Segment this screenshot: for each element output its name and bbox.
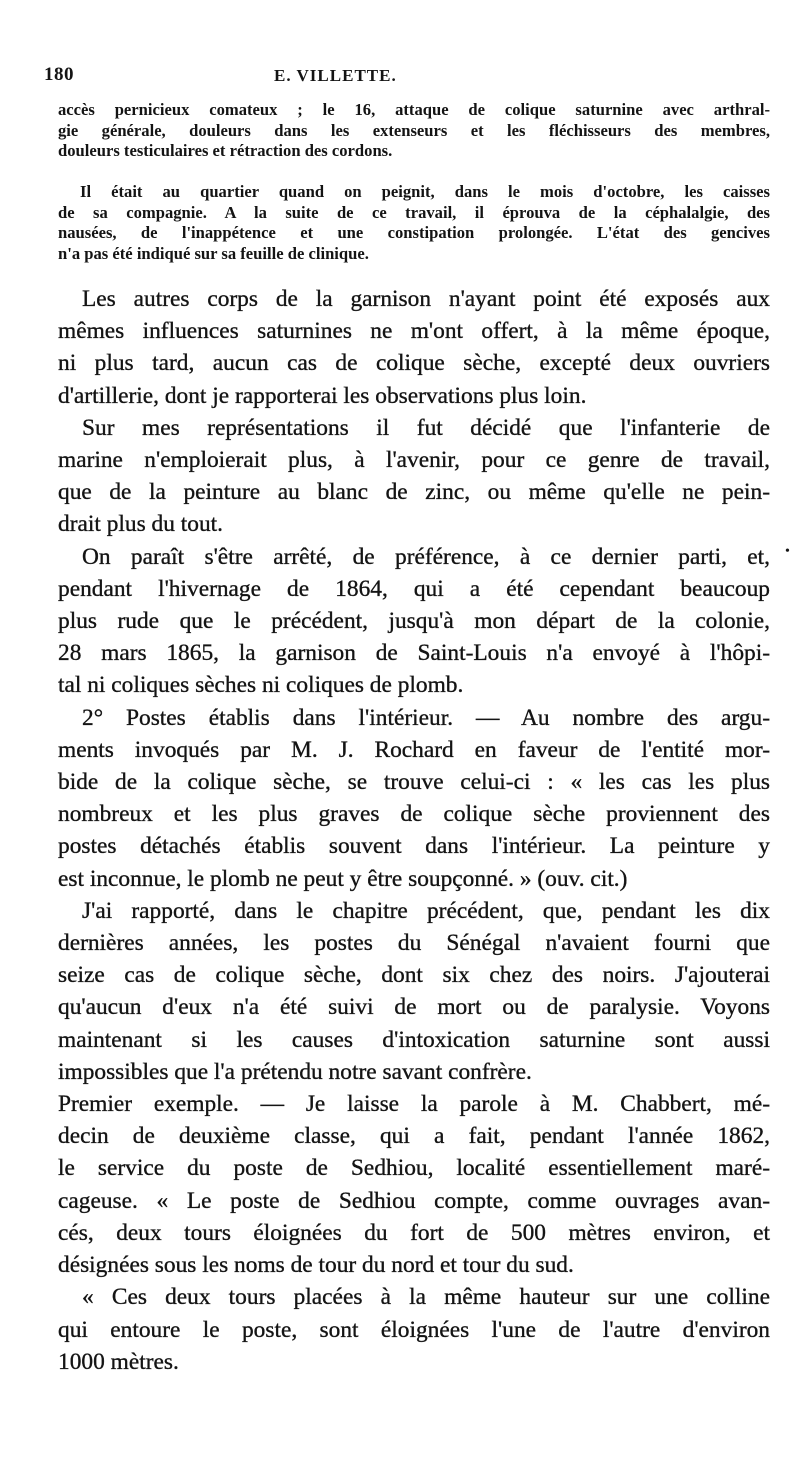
- text-line: le service du poste de Sedhiou, localité essentiellement maré-: [58, 1155, 770, 1182]
- text-line: bide de la colique sèche, se trouve celui-ci : « les cas les plus: [58, 769, 770, 796]
- text-line: n'a pas été indiqué sur sa feuille de clinique.: [58, 243, 369, 263]
- text-line: qu'aucun d'eux n'a été suivi de mort ou de paralysie. Voyons: [58, 994, 770, 1021]
- text-line: nombreux et les plus graves de colique sèche proviennent des: [58, 801, 770, 828]
- text-line: ni plus tard, aucun cas de colique sèche, excepté deux ouvriers: [58, 350, 770, 377]
- text-line: Il était au quartier quand on peignit, dans le mois d'octobre, les caisses: [80, 182, 770, 201]
- text-line: d'artillerie, dont je rapporterai les observations plus loin.: [58, 382, 587, 409]
- text-line: marine n'emploierait plus, à l'avenir, pour ce genre de travail,: [58, 447, 770, 474]
- text-line: mêmes influences saturnines ne m'ont offert, à la même époque,: [58, 318, 770, 345]
- text-line: drait plus du tout.: [58, 511, 224, 538]
- text-line: qui entoure le poste, sont éloignées l'une de l'autre d'environ: [58, 1316, 770, 1343]
- text-line: Les autres corps de la garnison n'ayant point été exposés aux: [82, 286, 770, 312]
- text-line: que de la peinture au blanc de zinc, ou même qu'elle ne pein-: [58, 479, 770, 506]
- text-line: pendant l'hivernage de 1864, qui a été cependant beaucoup: [58, 575, 770, 602]
- text-line: maintenant si les causes d'intoxication saturnine sont aussi: [58, 1026, 770, 1053]
- text-line: decin de deuxième classe, qui a fait, pendant l'année 1862,: [58, 1123, 770, 1150]
- note-paragraph-2: [58, 182, 770, 264]
- text-line: gie générale, douleurs dans les extenseurs et les fléchisseurs des membres,: [58, 120, 770, 140]
- text-line: Sur mes représentations il fut décidé que l'infanterie de: [82, 414, 770, 441]
- text-line: ments invoqués par M. J. Rochard en faveur de l'entité mor-: [58, 736, 770, 763]
- text-line: On paraît s'être arrêté, de préférence, à ce dernier parti, et,: [82, 543, 770, 570]
- text-line: seize cas de colique sèche, dont six chez des noirs. J'ajouterai: [58, 962, 770, 989]
- text-line: désignées sous les noms de tour du nord et tour du sud.: [58, 1252, 574, 1279]
- text-line: tal ni coliques sèches ni coliques de plomb.: [58, 672, 464, 699]
- text-line: est inconnue, le plomb ne peut y être soupçonné. » (ouv. cit.): [58, 865, 628, 892]
- note-paragraph-1: [58, 100, 770, 162]
- text-line: douleurs testiculaires et rétraction des cordons.: [58, 141, 393, 160]
- running-head: E. VILLETTE.: [274, 66, 397, 85]
- text-line: cés, deux tours éloignées du fort de 500 mètres environ, et: [58, 1219, 770, 1246]
- text-line: 28 mars 1865, la garnison de Saint-Louis n'a envoyé à l'hôpi-: [58, 640, 770, 667]
- page-number: 180: [44, 64, 74, 85]
- margin-dot: •: [785, 544, 790, 559]
- text-line: nausées, de l'inappétence et une constipation prolongée. L'état des gencives: [58, 223, 770, 242]
- text-line: Premier exemple. — Je laisse la parole à M. Chabbert, mé-: [58, 1091, 770, 1118]
- text-line: postes détachés établis souvent dans l'intérieur. La peinture y: [58, 833, 770, 860]
- text-line: de sa compagnie. A la suite de ce travail, il éprouva de la céphalalgie, des: [58, 202, 770, 222]
- text-line: J'ai rapporté, dans le chapitre précédent, que, pendant les dix: [82, 897, 770, 924]
- main-text: [58, 283, 770, 1378]
- text-line: plus rude que le précédent, jusqu'à mon départ de la colonie,: [58, 608, 770, 635]
- text-line: cageuse. « Le poste de Sedhiou compte, comme ouvrages avan-: [58, 1187, 770, 1214]
- text-line: impossibles que l'a prétendu notre savant confrère.: [58, 1058, 532, 1085]
- text-line: 2° Postes établis dans l'intérieur. — Au nombre des argu-: [82, 704, 770, 731]
- text-line: 1000 mètres.: [58, 1348, 179, 1375]
- text-line: dernières années, les postes du Sénégal n'avaient fourni que: [58, 930, 770, 957]
- page-header: [44, 64, 584, 94]
- text-line: « Ces deux tours placées à la même hauteur sur une colline: [82, 1284, 770, 1311]
- text-line: accès pernicieux comateux ; le 16, attaque de colique saturnine avec arthral-: [58, 100, 770, 119]
